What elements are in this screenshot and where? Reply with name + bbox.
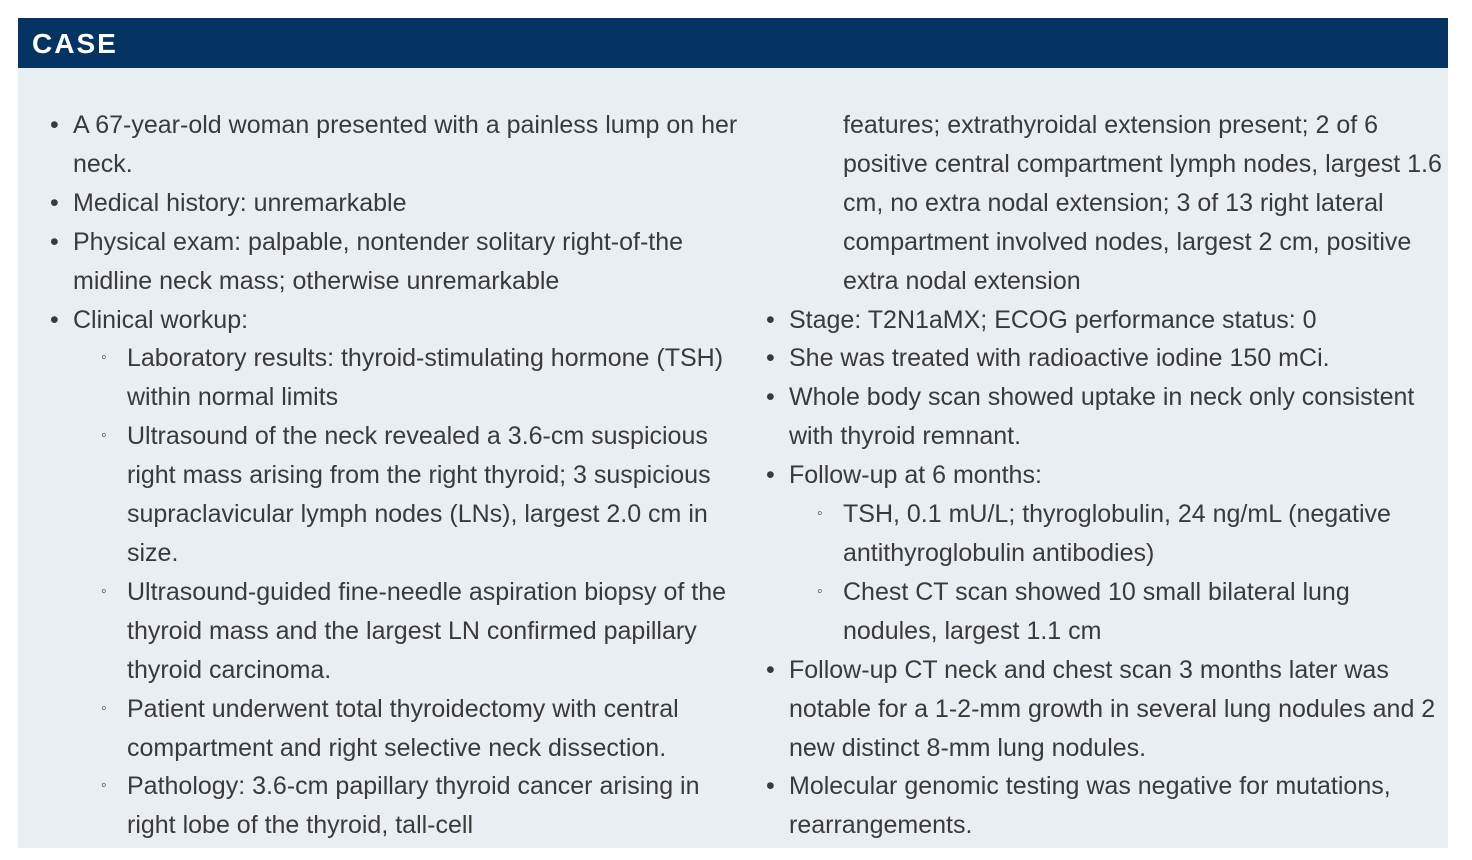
subbullet-surgery: ◦ Patient underwent total thyroidectomy with central compartment and right selective neck dissection. — [50, 690, 740, 768]
subbullet-ultrasound: ◦ Ultrasound of the neck revealed a 3.6-cm suspicious right mass arising from the right thyroid; 3 suspicious supraclavicular lymph nodes (LNs), largest 2.0 cm in size. — [50, 417, 740, 573]
subbullet-pathology: ◦ Pathology: 3.6-cm papillary thyroid cancer arising in right lobe of the thyroid, tall-cell — [50, 767, 740, 845]
bullet-physical-exam: • Physical exam: palpable, nontender solitary right-of-the midline neck mass; otherwise unremarkable — [50, 223, 740, 301]
subbullet-biopsy: ◦ Ultrasound-guided fine-needle aspiration biopsy of the thyroid mass and the largest LN confirmed papillary thyroid carcinoma. — [50, 573, 740, 690]
bullet-presentation: • A 67-year-old woman presented with a painless lump on her neck. — [50, 106, 740, 184]
bullet-followup: • Follow-up at 6 months: — [766, 456, 1446, 495]
case-list-left — [50, 106, 740, 845]
case-box — [18, 18, 1448, 848]
bullet-ct-followup: • Follow-up CT neck and chest scan 3 months later was notable for a 1-2-mm growth in several lung nodules and 2 new distinct 8-mm lung nodules. — [766, 651, 1446, 768]
bullet-whole-body-scan: • Whole body scan showed uptake in neck only consistent with thyroid remnant. — [766, 378, 1446, 456]
bullet-stage: • Stage: T2N1aMX; ECOG performance status: 0 — [766, 301, 1446, 340]
subbullet-laboratory: ◦ Laboratory results: thyroid-stimulating hormone (TSH) within normal limits — [50, 339, 740, 417]
pathology-continued: features; extrathyroidal extension present; 2 of 6 positive central compartment lymph nodes, largest 1.6 cm, no extra nodal extension; 3 of 13 right lateral compartment involved nodes, largest 2 cm, positive extra nodal extension — [843, 111, 1442, 295]
case-list-right — [766, 301, 1446, 846]
bullet-clinical-workup: • Clinical workup: — [50, 301, 740, 340]
bullet-medical-history: • Medical history: unremarkable — [50, 184, 740, 223]
case-header: CASE — [18, 18, 1448, 68]
bullet-molecular-testing: • Molecular genomic testing was negative for mutations, rearrangements. — [766, 767, 1446, 845]
bullet-treatment: • She was treated with radioactive iodine 150 mCi. — [766, 339, 1446, 378]
subbullet-chest-ct: ◦ Chest CT scan showed 10 small bilateral lung nodules, largest 1.1 cm — [766, 573, 1446, 651]
right-column — [766, 106, 1446, 845]
left-column — [50, 106, 740, 845]
subbullet-followup-labs: ◦ TSH, 0.1 mU/L; thyroglobulin, 24 ng/mL (negative antithyroglobulin antibodies) — [766, 495, 1446, 573]
